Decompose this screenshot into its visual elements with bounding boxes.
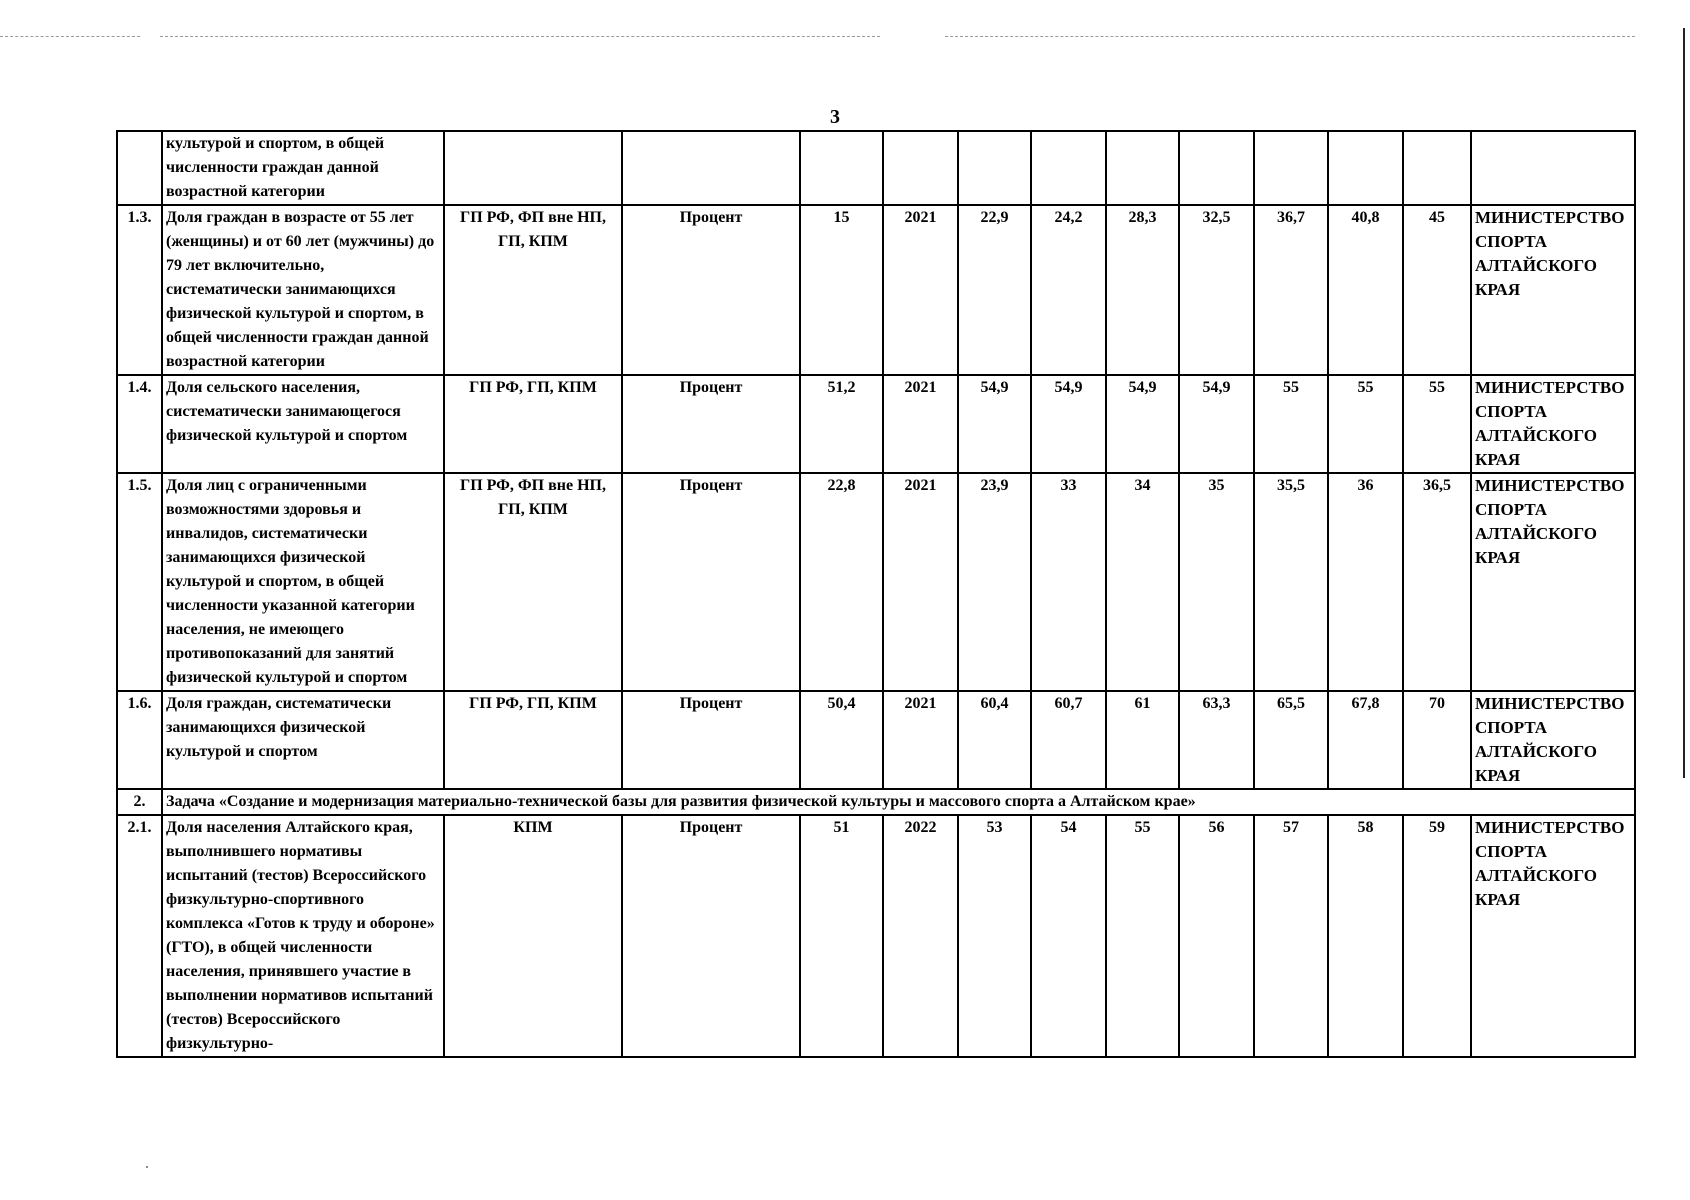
base-value: 51 bbox=[800, 815, 883, 1057]
yearly-value: 65,5 bbox=[1254, 691, 1328, 789]
indicator-source: ГП РФ, ФП вне НП, ГП, КПМ bbox=[444, 205, 622, 375]
yearly-value: 54,9 bbox=[1106, 375, 1179, 473]
yearly-value: 55 bbox=[1254, 375, 1328, 473]
base-value: 15 bbox=[800, 205, 883, 375]
row-number: 1.4. bbox=[117, 375, 162, 473]
indicator-unit: Процент bbox=[622, 205, 800, 375]
yearly-value: 36 bbox=[1328, 473, 1403, 691]
table-row bbox=[117, 131, 1635, 205]
yearly-value: 34 bbox=[1106, 473, 1179, 691]
row-number: 1.6. bbox=[117, 691, 162, 789]
yearly-value: 57 bbox=[1254, 815, 1328, 1057]
yearly-value: 56 bbox=[1179, 815, 1254, 1057]
yearly-value: 55 bbox=[1403, 375, 1471, 473]
indicator-name: Доля сельского населения, систематически занимающегося физической культурой и спортом bbox=[162, 375, 444, 473]
scan-artifact-speck bbox=[146, 1166, 148, 1168]
yearly-value bbox=[1254, 131, 1328, 205]
indicator-source: ГП РФ, ГП, КПМ bbox=[444, 691, 622, 789]
row-number: 2.1. bbox=[117, 815, 162, 1057]
yearly-value: 36,5 bbox=[1403, 473, 1471, 691]
yearly-value: 54,9 bbox=[1031, 375, 1106, 473]
indicators-table bbox=[116, 130, 1636, 1058]
yearly-value: 61 bbox=[1106, 691, 1179, 789]
base-value: 22,8 bbox=[800, 473, 883, 691]
yearly-value bbox=[958, 131, 1031, 205]
table-row bbox=[117, 375, 1635, 473]
yearly-value: 60,4 bbox=[958, 691, 1031, 789]
indicator-unit: Процент bbox=[622, 473, 800, 691]
base-year bbox=[883, 131, 958, 205]
table-row bbox=[117, 691, 1635, 789]
scan-artifact-line bbox=[945, 36, 1635, 37]
base-year: 2022 bbox=[883, 815, 958, 1057]
yearly-value: 67,8 bbox=[1328, 691, 1403, 789]
yearly-value: 60,7 bbox=[1031, 691, 1106, 789]
yearly-value: 33 bbox=[1031, 473, 1106, 691]
indicator-name: Доля населения Алтайского края, выполнившего нормативы испытаний (тестов) Всероссийского физкультурно-спортивного комплекса «Готов к труду и обороне» (ГТО), в общей численности населения, принявшего участие в выполнении нормативов испытаний (тестов) Всероссийского физкультурно- bbox=[162, 815, 444, 1057]
yearly-value: 59 bbox=[1403, 815, 1471, 1057]
indicator-unit: Процент bbox=[622, 815, 800, 1057]
yearly-value: 22,9 bbox=[958, 205, 1031, 375]
indicator-unit: Процент bbox=[622, 375, 800, 473]
yearly-value bbox=[1031, 131, 1106, 205]
indicator-unit: Процент bbox=[622, 691, 800, 789]
row-number: 2. bbox=[117, 789, 162, 815]
yearly-value: 32,5 bbox=[1179, 205, 1254, 375]
indicator-name: культурой и спортом, в общей численности граждан данной возрастной категории bbox=[162, 131, 444, 205]
yearly-value: 24,2 bbox=[1031, 205, 1106, 375]
yearly-value: 35,5 bbox=[1254, 473, 1328, 691]
responsible-body: МИНИСТЕРСТВО СПОРТА АЛТАЙСКОГО КРАЯ bbox=[1471, 473, 1635, 691]
responsible-body: МИНИСТЕРСТВО СПОРТА АЛТАЙСКОГО КРАЯ bbox=[1471, 815, 1635, 1057]
responsible-body: МИНИСТЕРСТВО СПОРТА АЛТАЙСКОГО КРАЯ bbox=[1471, 375, 1635, 473]
yearly-value: 53 bbox=[958, 815, 1031, 1057]
yearly-value: 58 bbox=[1328, 815, 1403, 1057]
yearly-value bbox=[1403, 131, 1471, 205]
yearly-value: 70 bbox=[1403, 691, 1471, 789]
row-number bbox=[117, 131, 162, 205]
yearly-value: 54,9 bbox=[958, 375, 1031, 473]
table-row bbox=[117, 815, 1635, 1057]
yearly-value bbox=[1328, 131, 1403, 205]
page-number: 3 bbox=[830, 106, 840, 128]
yearly-value: 36,7 bbox=[1254, 205, 1328, 375]
yearly-value: 54 bbox=[1031, 815, 1106, 1057]
yearly-value bbox=[1179, 131, 1254, 205]
responsible-body bbox=[1471, 131, 1635, 205]
yearly-value: 28,3 bbox=[1106, 205, 1179, 375]
yearly-value: 55 bbox=[1328, 375, 1403, 473]
task-row bbox=[117, 789, 1635, 815]
yearly-value: 35 bbox=[1179, 473, 1254, 691]
table-row bbox=[117, 205, 1635, 375]
base-value: 50,4 bbox=[800, 691, 883, 789]
indicator-unit bbox=[622, 131, 800, 205]
yearly-value: 40,8 bbox=[1328, 205, 1403, 375]
scan-artifact-line bbox=[160, 36, 880, 37]
scan-artifact-line bbox=[0, 36, 140, 37]
yearly-value: 54,9 bbox=[1179, 375, 1254, 473]
base-year: 2021 bbox=[883, 691, 958, 789]
indicator-name: Доля лиц с ограниченными возможностями здоровья и инвалидов, систематически занимающихся физической культурой и спортом, в общей численности указанной категории населения, не имеющего противопоказаний для занятий физической культурой и спортом bbox=[162, 473, 444, 691]
row-number: 1.3. bbox=[117, 205, 162, 375]
scan-artifact-edge bbox=[1683, 28, 1685, 778]
indicator-source: ГП РФ, ГП, КПМ bbox=[444, 375, 622, 473]
indicator-name: Доля граждан, систематически занимающихся физической культурой и спортом bbox=[162, 691, 444, 789]
indicator-name: Доля граждан в возрасте от 55 лет (женщины) и от 60 лет (мужчины) до 79 лет включительно, систематически занимающихся физической культурой и спортом, в общей численности граждан данной возрастной категории bbox=[162, 205, 444, 375]
base-year: 2021 bbox=[883, 375, 958, 473]
indicator-source: КПМ bbox=[444, 815, 622, 1057]
task-title: Задача «Создание и модернизация материально-технической базы для развития физической культуры и массового спорта а Алтайском крае» bbox=[162, 789, 1635, 815]
yearly-value: 55 bbox=[1106, 815, 1179, 1057]
yearly-value: 23,9 bbox=[958, 473, 1031, 691]
base-value bbox=[800, 131, 883, 205]
row-number: 1.5. bbox=[117, 473, 162, 691]
responsible-body: МИНИСТЕРСТВО СПОРТА АЛТАЙСКОГО КРАЯ bbox=[1471, 691, 1635, 789]
base-year: 2021 bbox=[883, 205, 958, 375]
yearly-value: 45 bbox=[1403, 205, 1471, 375]
yearly-value bbox=[1106, 131, 1179, 205]
base-value: 51,2 bbox=[800, 375, 883, 473]
table-row bbox=[117, 473, 1635, 691]
indicator-source: ГП РФ, ФП вне НП, ГП, КПМ bbox=[444, 473, 622, 691]
base-year: 2021 bbox=[883, 473, 958, 691]
responsible-body: МИНИСТЕРСТВО СПОРТА АЛТАЙСКОГО КРАЯ bbox=[1471, 205, 1635, 375]
yearly-value: 63,3 bbox=[1179, 691, 1254, 789]
indicator-source bbox=[444, 131, 622, 205]
